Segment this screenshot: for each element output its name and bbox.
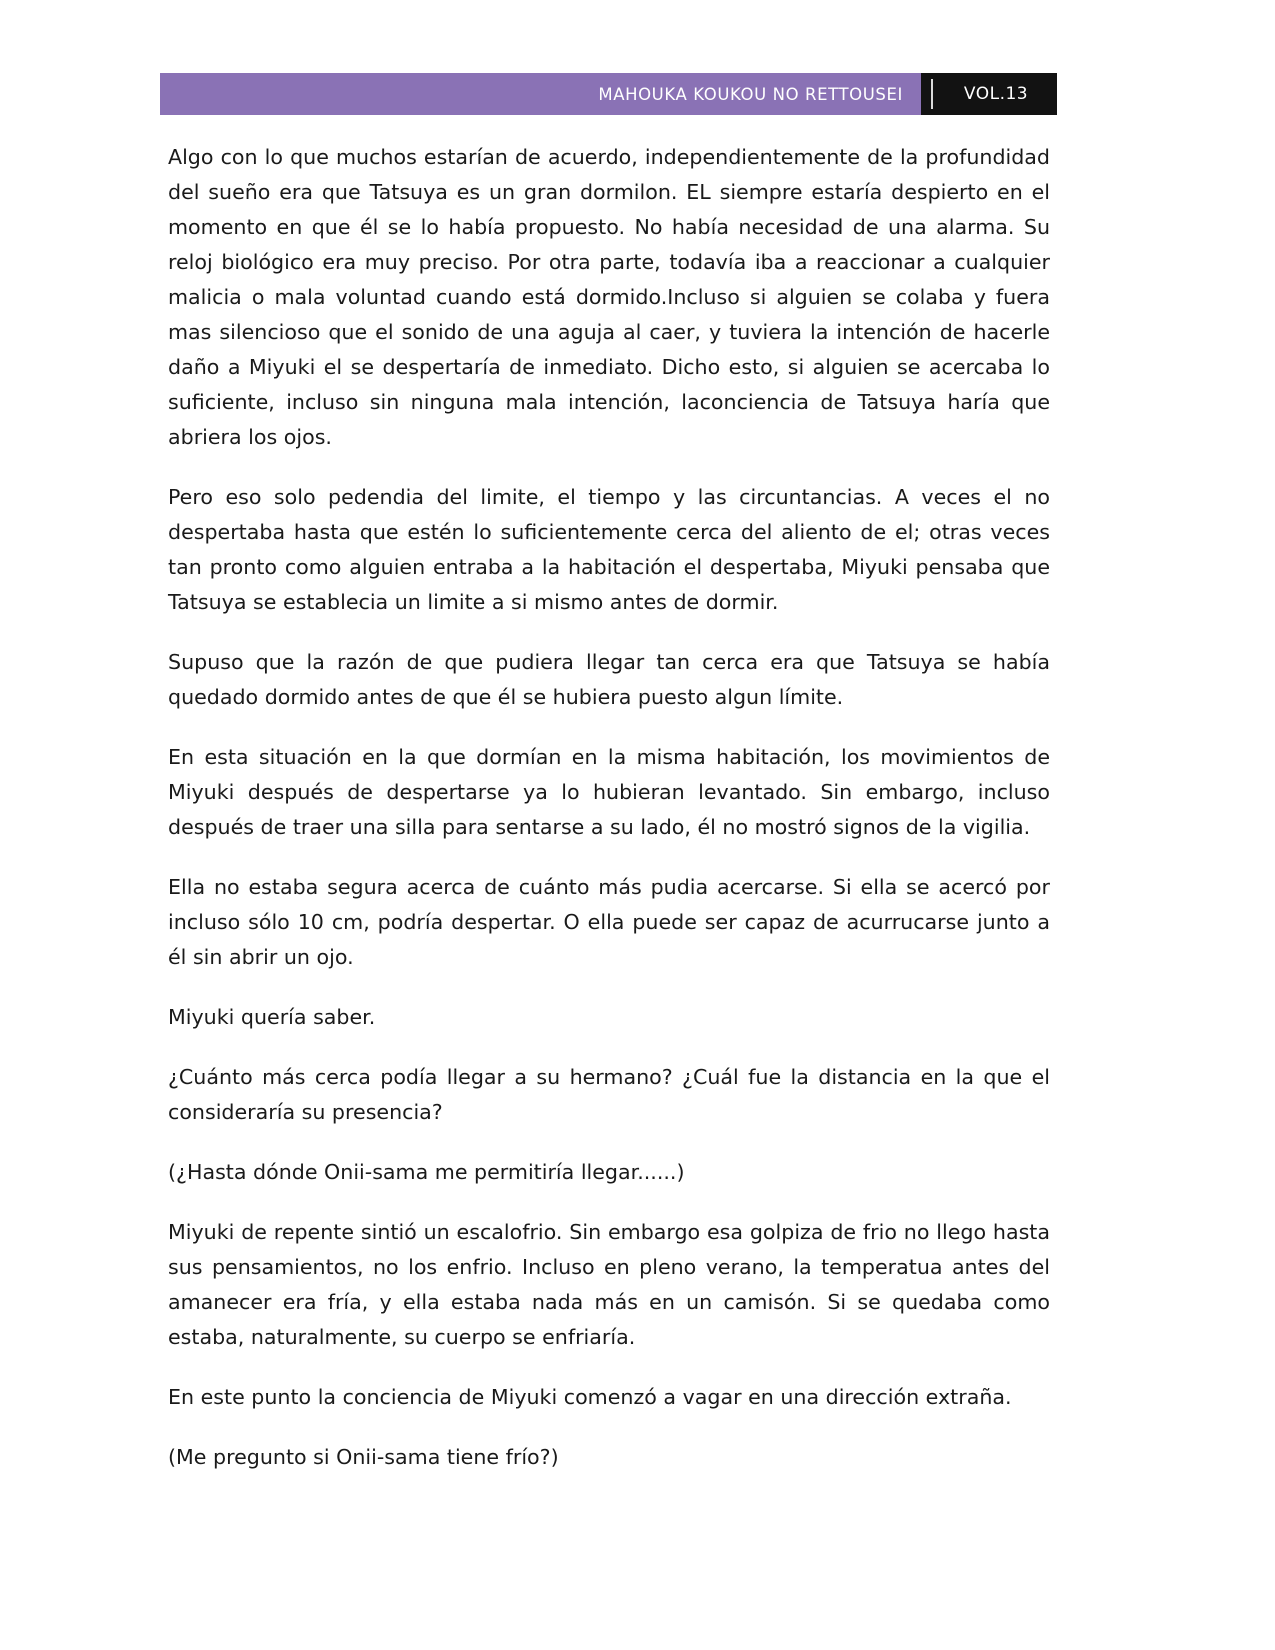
paragraph: Algo con lo que muchos estarían de acuerdo, independientemente de la profundidad del sueño era que Tatsuya es un gran dormilon. EL siempre estaría despierto en el momento en que él se lo había propuesto. No había necesidad de una alarma. Su reloj biológico era muy preciso. Por otra parte, todavía iba a reaccionar a cualquier malicia o mala voluntad cuando está dormido.Incluso si alguien se colaba y fuera mas silencioso que el sonido de una aguja al caer, y tuviera la intención de hacerle daño a Miyuki el se despertaría de inmediato. Dicho esto, si alguien se acercaba lo suficiente, incluso sin ninguna mala intención, laconciencia de Tatsuya haría que abriera los ojos. [168, 145, 1050, 449]
series-title: MAHOUKA KOUKOU NO RETTOUSEI [598, 84, 903, 104]
paragraph: En esta situación en la que dormían en la misma habitación, los movimientos de Miyuki después de despertarse ya lo hubieran levantado. Sin embargo, incluso después de traer una silla para sentarse a su lado, él no mostró signos de la vigilia. [168, 745, 1050, 839]
paragraph: Miyuki quería saber. [168, 1005, 376, 1029]
paragraph: Supuso que la razón de que pudiera llegar tan cerca era que Tatsuya se había quedado dormido antes de que él se hubiera puesto algun límite. [168, 650, 1050, 709]
page-header-band [160, 73, 1057, 115]
header-volume-block [921, 73, 1057, 115]
header-title-block [160, 73, 921, 115]
paragraph: Pero eso solo pedendia del limite, el tiempo y las circuntancias. A veces el no despertaba hasta que estén lo suficientemente cerca del aliento de el; otras veces tan pronto como alguien entraba a la habitación el despertaba, Miyuki pensaba que Tatsuya se establecia un limite a si mismo antes de dormir. [168, 485, 1050, 614]
paragraph: Ella no estaba segura acerca de cuánto más pudia acercarse. Si ella se acercó por incluso sólo 10 cm, podría despertar. O ella puede ser capaz de acurrucarse junto a él sin abrir un ojo. [168, 875, 1050, 969]
paragraph: En este punto la conciencia de Miyuki comenzó a vagar en una dirección extraña. [168, 1385, 1012, 1409]
paragraph: (Me pregunto si Onii-sama tiene frío?) [168, 1445, 559, 1469]
paragraph: (¿Hasta dónde Onii-sama me permitiría llegar......) [168, 1160, 685, 1184]
document-body [168, 140, 1050, 1500]
paragraph: Miyuki de repente sintió un escalofrio. Sin embargo esa golpiza de frio no llego hasta sus pensamientos, no los enfrio. Incluso en pleno verano, la temperatua antes del amanecer era fría, y ella estaba nada más en un camisón. Si se quedaba como estaba, naturalmente, su cuerpo se enfriaría. [168, 1220, 1050, 1349]
paragraph: ¿Cuánto más cerca podía llegar a su hermano? ¿Cuál fue la distancia en la que el consideraría su presencia? [168, 1065, 1050, 1124]
volume-label: VOL.13 [963, 84, 1029, 104]
